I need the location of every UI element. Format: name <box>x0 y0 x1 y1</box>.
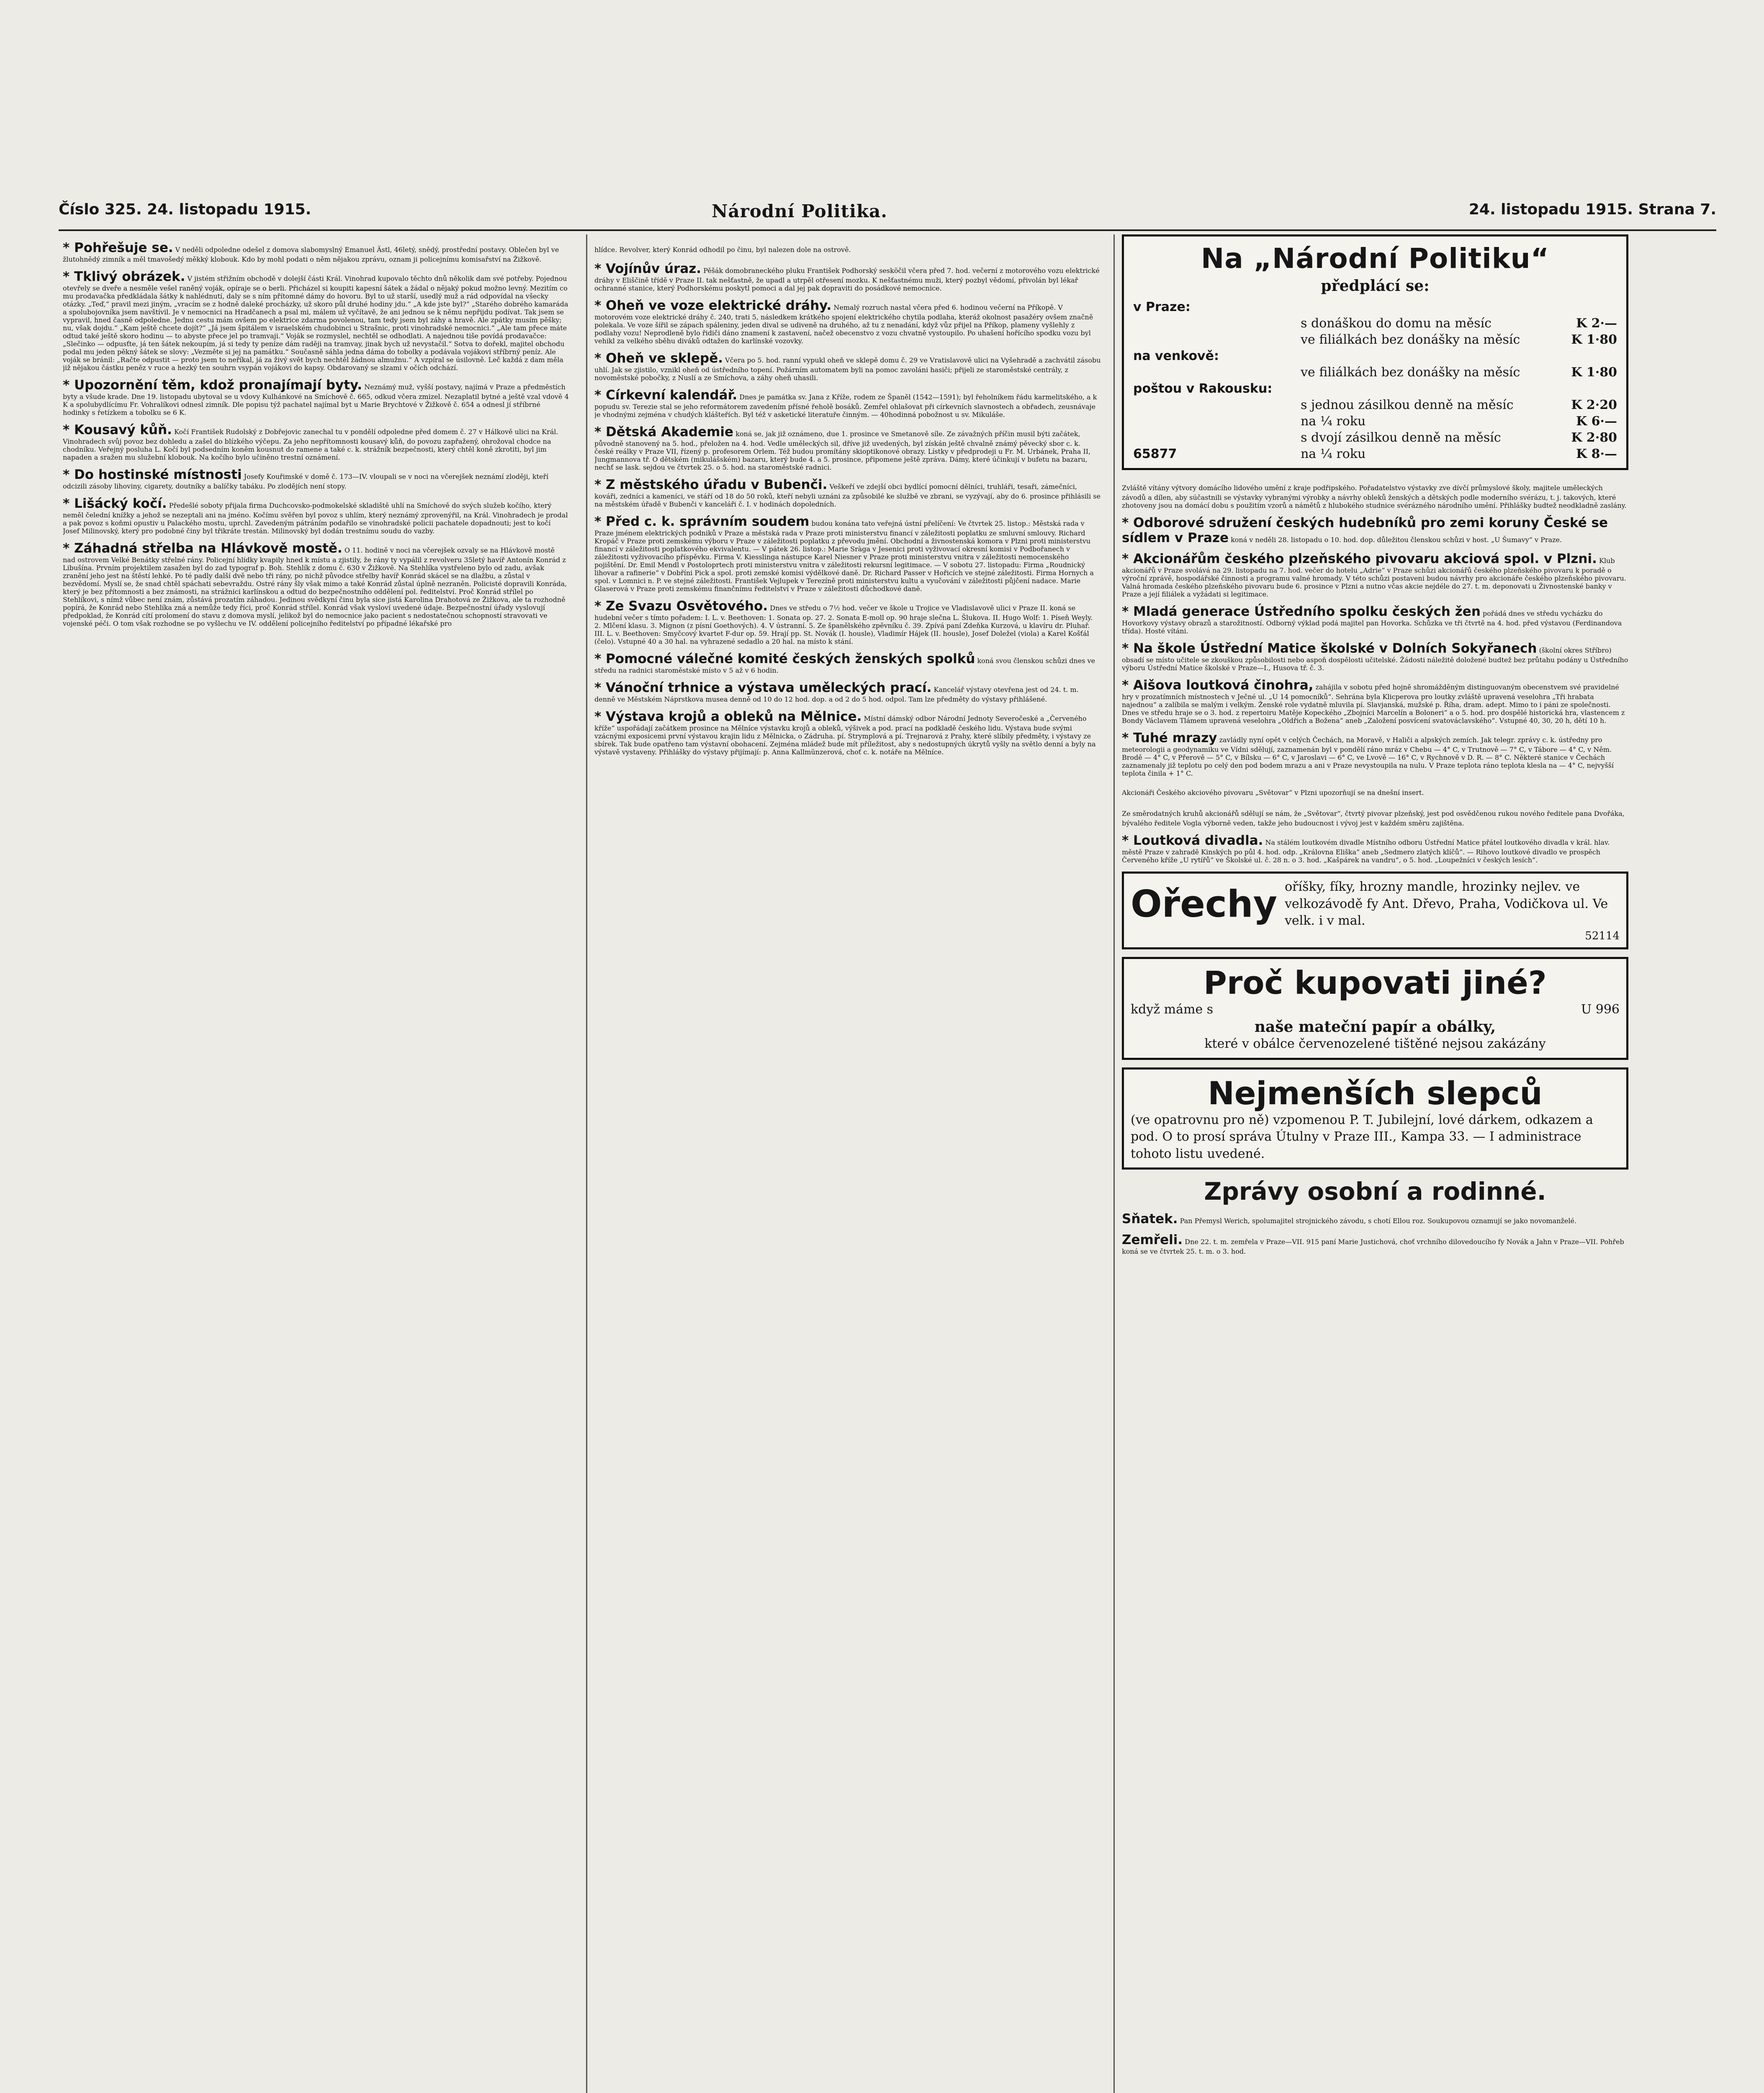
rate-text: ve filiálkách bez donášky na měsíc <box>1301 365 1520 380</box>
article-text: Dnes je památka sv. Jana z Kříže, rodem ze Španěl (1542—1591); byl řeholníkem řádu karmelitského, a k popudu sv. Terezie stal se jeho reformátorem zavedením přísné řeholě bosáků. Zemřel ohlašovat při církevních slavnostech a obřadech, zeusnávaje je vhodnými zejména v chudých klášteřích. Byl též v asketické literatuře činným. — 40hodinná pobožnost u sv. Mikuláše. <box>594 393 1097 419</box>
rate-text: s dvojí zásilkou denně na měsíc <box>1301 430 1501 445</box>
notice-text: Pan Přemysl Werich, spolumajitel strojnického závodu, s chotí Ellou roz. Soukupovou oznamují se jako novomanželé. <box>1180 1217 1577 1225</box>
article-text: koná se, jak již oznámeno, due 1. prosince ve Smetanově síle. Ze závažných příčin musil býti začátek, původně stanovený na 5. hod., přeložen na 4. hod. Vedle uměleckých sil, dříve již uvedených, byl získán ještě chvalně známý pěvecký sbor c. k. české reálky v Praze VII, řízený p. profesorem Orlem. Též budou promítány skioptikonové obrazy. Lístky v předprodeji u Fr. M. Urbánek, Praha II, Jungmannova tř. O dětském (mikulášském) bazaru, který bude 4. a 5. prosince, připomene ještě zpráva. Dámy, které účinkují v bufetu na bazaru, nechť se lask. sejdou ve čtvrtek 25. o 5. hod. na staroměstské radnici. <box>594 430 1091 471</box>
article-title: * Kousavý kůň. <box>63 422 172 437</box>
article-title: * Dětská Akademie <box>594 424 734 440</box>
rate-label <box>1131 413 1299 429</box>
notice-title: * Akcionářům českého plzeňského pivovaru akciová spol. v Plzni. <box>1122 551 1597 566</box>
rate-amount <box>1561 381 1619 397</box>
rate-label <box>1131 315 1299 332</box>
rate-text <box>1299 381 1561 397</box>
article-text: Nemalý rozruch nastal včera před 6. hodinou večerní na Příkopě. V motorovém voze elektrické dráhy č. 240, trati 5, následkem krátkého spojení elektrického chytila podlaha, kteráž okolnost pasažéry ovšem značně polekala. Ve voze šířil se zápach spáleniny, jeden dival se udiveně na druhého, až tu z nenadání, když vůz přijel na Příkop, plameny vyšlehly z podlahy vozu! Neprodleně bylo řidiči dáno znamení k zastavení, načež obecenstvo z vozu chvatně vystoupilo. Po uhašení hořícího spodku vozu byl vehikl za velkého sběhu diváků odtažen do karlínské vozovky. <box>594 303 1093 345</box>
top-rule <box>59 229 1716 231</box>
subscription-title: Na „Národní Politiku“ <box>1201 242 1549 275</box>
article-title: * Tklivý obrázek. <box>63 269 185 284</box>
rate-amount <box>1561 299 1619 315</box>
rate-row <box>1131 429 1619 446</box>
ad-blind-text: (ve opatrovnu pro ně) vzpomenou P. T. Jubilejní, lové dárkem, odkazem a pod. O to prosí správa Útulny v Praze III., Kampa 33. — I administrace tohoto listu uvedené. <box>1131 1112 1593 1161</box>
rate-amount: K 6·— <box>1576 414 1617 429</box>
article-text: Místní dámský odbor Národní Jednoty Severočeské a „Červeného kříže“ uspořádají začátkem prosince na Mělníce výstavku krojů a obleků, výšivek a pod. prací na podkladě českého lidu. Výstava bude svými vzácnými exposicemi první výstavou krajin lidu z Mělnicka, o Zádruha. pí. Strymplová a pí. Trejnarová z Prahy, které slíbily předměty, i výstavy ze sbírek. Tak bude opatřeno tam výstavní obohacení. Zejména mládež bude mít příležitost, aby s nedostupných úkrytů vyšly na světlo denní a byly na výstavě vystaveny. Přihlášky do výstavy přijímají: p. Anna Kallmünzerová, choť c. k. notáře na Mělníce. <box>594 715 1096 756</box>
section-title: Zprávy osobní a rodinné. <box>1204 1177 1546 1206</box>
article-text: O 11. hodině v noci na včerejšek ozvaly se na Hlávkově mostě nad ostrovem Velké Benátky střelné rány. Policejní hlídky kvapily hned k místu a zjistily, že rány ty vypálil z revolveru 35letý havíř Antonín Konrád z Libušína. Prvním projektilem zasažen byl do zad typograf p. Boh. Stehlík z domu č. 630 v Žižkově. Na Stehlíka vystřeleno bylo od zadu, avšak zranění jeho jest na štěstí lehké. Po té padly další dvě nebo tři rány, po nichž původce střelby havíř Konrád skácel se na dlažbu, a zůstal v bezvědomí. Myslí se, že snad chtěl spáchati sebevraždu. Ostré rány šly však mimo a také Konrád zůstal úplně nezraněn. Policisté dopravili Konráda, který je bez přítomnosti a bez známosti, na strážnici karlínskou a odtud do bezpečnostního oddělení pol. ředitelství. Proč Konrád střílel po Stehlíkovi, s nímž vůbec není znám, zůstává prozatím záhadou. Jedinou svědkyní činu byla sice jistá Karolina Drahotová ze Žižkova, ale ta rozhodně popírá, že Konrád nebo Stehlíka zná a nemůže tedy říci, proč Konrád střílel. Konrád však vysloví uvedené údaje. Bezpečnostní úřady vyslovují předpoklad, že Konrád cítí prolomení do stavu z domova myslí, jelikož byl do nemocnice jako pacient s nedostatečnou schopností stravovati ve vojenské péči. O tom však rozhodne se po vyšlechu ve IV. oddělení policejního ředitelství po případné lékařské pro <box>63 546 567 627</box>
rate-row <box>1131 332 1619 348</box>
article-title: * Vojínův úraz. <box>594 261 702 276</box>
rate-label: v Praze: <box>1133 300 1191 314</box>
rate-label <box>1131 332 1299 348</box>
notice-text: Na stálém loutkovém divadle Místního odboru Ústřední Matice přátel loutkového divadla v král. hlav. městě Praze v zahradě Kinských po půl 4. hod. odp. „Královna Eliška“ aneb „Sedmero zlatých klíčů“. — Rihovo loutkové divadlo ve prospěch Červeného kříže „U rytířů“ ve Školské ul. č. 28 n. o 3. hod. „Kašpárek na vandru“, o 5. hod. „Loupežníci v českých lesích“. <box>1122 838 1610 864</box>
notice-text: Akcionáři Českého akciového pivovaru „Světovar“ v Plzni upozorňují se na dnešní insert. <box>1122 789 1424 797</box>
notice-title: Zemřeli. <box>1122 1232 1183 1247</box>
rate-text <box>1299 348 1561 364</box>
rate-label <box>1131 397 1299 413</box>
article-title: * Před c. k. správním soudem <box>594 514 810 529</box>
ad-paper-line: které v obálce červenozelené tištěné nejsou zakázány <box>1204 1036 1546 1051</box>
column-divider <box>586 234 587 2093</box>
rate-amount: K 2·— <box>1576 316 1617 331</box>
notice-title: * Na škole Ústřední Matice školské v Dolních Sokyřanech <box>1122 641 1537 656</box>
notice-title: * Loutková divadla. <box>1122 833 1263 848</box>
rate-row <box>1131 446 1619 462</box>
article-title: * Do hostinské místnosti <box>63 467 242 482</box>
article-text: Neznámý muž, vyšší postavy, najímá v Praze a předměstích byty a všude krade. Dne 19. listopadu ubytoval se u vdovy Kulhánkové na Smíchově č. 665, odkud včera zmizel. Nezaplatil bytné a ještě vzal vdově 4 K a spolubydlícímu Fr. Vohralíkovi odnesl zimník. Dle popisu týž pachatel najímal byt u Marie Brychtové v Žižkově č. 654 a odnesl jí stříbrné hodinky s řetízkem a tobolku se 6 K. <box>63 383 569 417</box>
article-text: budou konána tato veřejná ústní přelíčení: Ve čtvrtek 25. listop.: Městská rada v Praze jménem elektrických podniků v Praze a městská rada v Praze proti ministerstvu financí v záležitosti poplatku ze smluvní smlouvy. Richard Kropáč v Praze proti zemskému výboru v Praze v záležitosti poplatku z převodu jmění. Obchodní a živnostenská komora v Plzni proti ministerstvu financí v záležitosti poplatkového ekvivalentu. — V pátek 26. listop.: Marie Sràga v Jesenici proti vyživovací okresní komisi v Podbořanech v záležitosti vyživovacího příspěvku. Firma V. Kiesslinga nástupce Karel Niesner v Praze proti ministerstvu vnitra v záležitosti nemocenského pojištění. Dr. Emil Mendl v Postoloprtech proti ministerstvu vnitra v záležitosti rekursní legitimace. — V sobotu 27. listopadu: Firma „Roudnický lihovar a rafinerie“ v Dobříni Pick a spol. proti zemské komisi výdělkové daně. Dr. Richard Passer v Hořicích ve stejné záležitosti. Firma Hornych a spol. v Lomnici n. P. ve stejné záležitosti. František Vejlupek v Terezíně proti ministerstvu kultu a vyučování v záležitosti půjčení nadace. Marie Glaserová v Praze proti zemskému finančnímu ředitelství v Praze v záležitosti důchodkové daně. <box>594 519 1094 593</box>
ad-nuts <box>1122 872 1628 949</box>
article-text: Veškeří ve zdejší obci bydlící pomocní dělníci, truhláři, tesaři, zámečníci, kováři, zedníci a kameníci, ve stáří od 18 do 50 roků, kteří nebyli uznáni za způsobilé ke službě ve zbrani, se vyzývají, aby do 6. prosince přihlásili se na městském úřadě v Bubenči v kanceláři č. I. v hodinách dopoledních. <box>594 483 1101 508</box>
ad-paper-line: když máme s <box>1131 1002 1214 1017</box>
issue-number: Číslo 325. 24. listopadu 1915. <box>59 201 311 218</box>
subscription-subtitle: předplácí se: <box>1321 277 1430 295</box>
ad-nuts-title: Ořechy <box>1131 882 1278 926</box>
ad-blind <box>1122 1067 1628 1170</box>
article-text: Pěšák domobraneckého pluku František Podhorský sesköčil včera před 7. hod. večerní z motorového vozu elektrické dráhy v Eliščině třídě v Praze II. tak nešťastně, že upadl a utrpěl otřesení mozku. K nešťastnému muži, který pozbyl vědomí, přivolán byl lékař ochranné stanice, který Podhorskému poskytl pomoci a dal jej pak dopraviti do posádkové nemocnice. <box>594 267 1100 292</box>
notice-text: koná v neděli 28. listopadu o 10. hod. dop. důležitou členskou schůzi v host. „U Šumavy“ v Praze. <box>1231 536 1562 544</box>
notice-text: Zvláště vítány výtvory domácího lidového umění z kraje podřipského. Pořadatelstvo výstavky zve dívčí průmyslové školy, majitele uměleckých závodů a dílen, aby súčastnili se výstavky vybranými výrobky a návrhy obleků ženských a dětských podle moderního svérázu, t. j. takových, které zhotoveny jsou na domácí dobu s použitím vzorů a námětů z hlubokého studnice svérázného národního umění. Přihlášky budtež neodkladně zaslány. <box>1122 484 1627 509</box>
rate-row <box>1131 413 1619 429</box>
date-page: 24. listopadu 1915. Strana 7. <box>1468 201 1716 218</box>
article-title: * Vánoční trhnice a výstava uměleckých prací. <box>594 680 932 695</box>
rate-amount: K 1·80 <box>1571 365 1617 380</box>
rate-row <box>1131 299 1619 315</box>
notice-text: (školní okres Stříbro) obsadí se místo učitele se zkouškou způsobilosti nebo aspoň dospělosti učitelské. Žádosti náležitě doložené budtež bez průtahu podány u Ústředního výboru Ústřední Matice školské v Praze—I., Husova tř. č. 3. <box>1122 646 1628 672</box>
column-1 <box>63 234 569 2093</box>
article-title: * Pohřešuje se. <box>63 240 173 255</box>
rate-text: ve filiálkách bez donášky na měsíc <box>1301 332 1520 347</box>
article-title: * Upozornění těm, kdož pronajímají byty. <box>63 378 363 393</box>
rate-label <box>1131 364 1299 381</box>
rate-row <box>1131 397 1619 413</box>
rate-amount: K 2·80 <box>1571 430 1617 445</box>
article-text: Včera po 5. hod. ranní vypukl oheň ve sklepě domu č. 29 ve Vratislavově ulici na Vyšehradě a zachvátil zásobu uhlí. Jak se zjistilo, vznikl oheň od ústředního topení. Požárním automatem byli na pomoc zavoláni hasiči; přijeli ze staroměstské centrály, z novoměstské pobočky, z Nuslí a ze Smíchova, a záhy oheň uhasili. <box>594 356 1101 382</box>
notice-text: pořádá dnes ve středu vycházku do Hovorkovy výstavy obrazů a starožitností. Odborný výklad podá majitel pan Hovorka. Schůzka ve tři čtvrtě na 4. hod. před výstavou (Ferdinandova třída). Hosté vítáni. <box>1122 609 1622 635</box>
article-title: * Z městského úřadu v Bubenči. <box>594 477 828 492</box>
rate-text <box>1299 299 1561 315</box>
column-divider <box>1113 234 1115 2093</box>
rate-row <box>1131 348 1619 364</box>
subscription-rates <box>1131 299 1619 462</box>
article-title: * Pomocné válečné komité českých ženských spolků <box>594 651 975 666</box>
ad-paper <box>1122 957 1628 1060</box>
notice-text: Klub akcionářů v Praze svolává na 29. listopadu na 7. hod. večer do hotelu „Adrie“ v Praze schůzi akcionářů českého plzeňského pivovaru k poradě o výroční zprávě, hospodářské činnosti a programu valné hromady. V této schůzi postaveni budou návrhy pro akcionáře českého plzeňského pivovaru. Valná hromada českého plzeňského pivovaru bude 6. prosince v Plzni a nutno včas akcie nejdéle do 27. t. m. deponovati u Živnostenské banky v Praze a její filiálek a vyžádati si legitimace. <box>1122 557 1626 598</box>
ad-nuts-text: oříšky, fíky, hrozny mandle, hrozinky nejlev. ve velkozávodě fy Ant. Dřevo, Praha, Vodičkova ul. Ve velk. i v mal. <box>1285 879 1608 928</box>
article-text: Kancelář výstavy otevřena jest od 24. t. m. denně ve Městském Náprstkova musea denně od 10 do 12 hod. dop. a od 2 do 5 hod. odpol. Tam lze předměty do výstavy přihlášené. <box>594 686 1079 703</box>
subscription-box <box>1122 234 1628 470</box>
notice-text: zahájila v sobotu před hojně shromážděným distinguovaným obecenstvem své pravidelné hry v prozatímních místnostech v Ječné ul. „U 14 pomocníků“. Sehrána byla Klicperova pro loutky zvláště upravená veselohra „Tři hrabata najednou“ a zalíbila se malým i velkým. Ženské role vydatně mluvila pí. Slavjanská, mužské p. Říha, dram. adept. Mimo to i páni ze společnosti. Dnes ve středu hraje se o 3. hod. z repertoiru Matěje Kopeckého „Zbojníci Marcelín a Boloneri“ a o 5. hod. pro dospělé historická hra, vlastencem z Bondy Václavem Tlámem upravená veselohra „Oldřich a Božena“ aneb „Založení posvícení svatováclavského“. Vstupné 40, 30, 20 h, dětí 10 h. <box>1122 683 1625 725</box>
notice-title: * Tuhé mrazy <box>1122 730 1217 746</box>
paper-name: Národní Politika. <box>712 201 887 221</box>
article-text: Kočí František Rudolský z Dobřejovic zanechal tu v pondělí odpoledne před domem č. 27 v Hálkově ulici na Král. Vinohradech svůj povoz bez dohledu a zašel do blízkého výčepu. Za jeho nepřítomnosti kousavý kůň, do povozu zapřažený, ohrožoval chodce na chodníku. Veřejný posluha L. Kočí byl podsedním koněm kousnut do ramene a také c. k. strážník bezpečnosti, který chtěl koně zkrotiti, byl jim napaden a sražen mu služební klobouk. Na kočího bylo učiněno trestní oznámení. <box>63 428 558 461</box>
rate-label: 65877 <box>1133 447 1177 461</box>
ad-code: U 996 <box>1581 1002 1620 1017</box>
notice-text: Ze směrodatných kruhů akcionářů sdělují se nám, že „Světovar“, čtvrtý pivovar plzeňský, jest pod osvědčenou rukou nového ředitele pana Dvořáka, bývalého ředitele Vogla výborně veden, takže jeho budoucnost i vývoj jest v každém směru zajištěna. <box>1122 810 1625 827</box>
rate-row <box>1131 364 1619 381</box>
rate-amount: K 1·80 <box>1571 332 1617 347</box>
article-title: * Výstava krojů a obleků na Mělnice. <box>594 709 862 724</box>
rate-amount: K 2·20 <box>1571 398 1617 412</box>
rate-label: poštou v Rakousku: <box>1133 381 1273 396</box>
ad-paper-line: naše mateční papír a obálky, <box>1254 1018 1496 1036</box>
article-text: V neděli odpoledne odešel z domova slabomyslný Emanuel Ästl, 46letý, snědý, prostřední postavy. Oblečen byl ve žlutohnědý zimník a měl tmavošedý měkký klobouk. Kdo by mohl podati o něm nějakou zprávu, oznam ji policejnímu komisařství na Žižkově. <box>63 246 559 263</box>
column-3 <box>1122 234 1628 2093</box>
article-text: Předešlé soboty přijala firma Duchcovsko-podmokelské skladiště uhlí na Smíchově do svých služeb kočího, který neměl čelední knížky a jehož se nezeptali ani na jméno. Kočímu svěřen byl povoz s uhlím, který neznámý zprovenýřil, na Král. Vinohradech je prodal a pak povoz s koňmi opustiv u Palackého mostu, uprchl. Zavedeným pátráním podařilo se vinohradské policii pachatele dopadnouti; jest to kočí Josef Milinovský, který pro podobné činy byl třikráte trestán. Milinovský byl dodán trestnímu soudu do vazby. <box>63 501 568 535</box>
ad-blind-title: Nejmenších slepců <box>1208 1074 1543 1112</box>
article-title: * Oheň ve voze elektrické dráhy. <box>594 298 832 313</box>
notice-title: * Aišova loutková činohra, <box>1122 678 1314 693</box>
rate-text: s donáškou do domu na měsíc <box>1301 316 1492 331</box>
article-text: hlídce. Revolver, který Konrád odhodil po činu, byl nalezen dole na ostrově. <box>594 246 851 254</box>
rate-row <box>1131 315 1619 332</box>
article-title: * Církevní kalendář. <box>594 388 738 403</box>
rate-amount: K 8·— <box>1576 447 1617 461</box>
rate-text: s jednou zásilkou denně na měsíc <box>1301 398 1514 412</box>
rate-label: na venkově: <box>1133 349 1219 363</box>
rate-label <box>1131 429 1299 446</box>
rate-row <box>1131 381 1619 397</box>
notice-text: Dne 22. t. m. zemřela v Praze—VII. 915 paní Marie Justichová, choť vrchního dilovedoucího fy Novák a Jahn v Praze—VII. Pohřeb koná se ve čtvrtek 25. t. m. o 3. hod. <box>1122 1238 1624 1255</box>
column-2 <box>594 234 1101 2093</box>
article-title: * Lišácký kočí. <box>63 496 167 511</box>
rate-text: na ¼ roku <box>1301 447 1366 461</box>
masthead <box>59 201 1716 226</box>
ad-code: 52114 <box>1585 929 1620 942</box>
article-title: * Záhadná střelba na Hlávkově mostě. <box>63 541 342 556</box>
notice-title: * Odborové sdružení českých hudebníků pro zemi koruny České se sídlem v Praze <box>1122 515 1608 545</box>
rate-text: na ¼ roku <box>1301 414 1366 429</box>
article-text: V jistém střižním obchodě v dolejší části Král. Vinohrad kupovalo těchto dnů několik dam své potřeby. Pojednou otevřely se dveře a nesměle vešel raněný voják, opíraje se o berli. Přicházel si koupiti kapesní šátek a žádal o nějaký pokud možno levný. Mezitím co mu prodavačka předkládala šátky k nahlédnutí, daly se s ním přítomné dámy do hovoru. Byl to už starší, usedlý muž a rád odpovídal na všecky otázky. „Teď,“ pravil mezi jiným, „vracím se z hodně daleké procházky, už skoro půl druhé hodiny jdu.“ „A kde jste byl?“ „Starého dobrého kamaráda a spolubojovníka jsem navštívil. Je v nemocnici na Hradčanech a psal mi, málem už vyčítavě, že ani jednou se k němu nepřijdu podívat. Tak jsem se vypravil, hned časně odpoledne. Jednu cestu mám ovšem po elektrice zdarma povolenou, tam tedy jsem byl záhy a hravě. Ale zpátky musím pěšky; nu, však dojdu.“ „Kam ještě chcete dojít?“ „Já jsem špitálem v israelském chudobinci u Strašnic, proti vinohradské nemocnici.“ „Ale tam přece máte odtud také ještě skoro hodinu — to abyste přece jel po tramvaji.“ Voják se rozmyslel, nechtěl se odhodlati. A najednou tiše povídá prodavačce: „Slečinko — odpusťte, já ten šátek nekoupím, já si tedy ty peníze dám raději na tramvay, jinak bych už nevystačil.“ Sotva to dořekl, majitel obchodu podal mu jeden pěkný šátek se slovy: „Vezměte si jej na památku.“ Současně sáhla jedna dáma do tobolky a podávala vojákovi stříbrný peníz. Ale voják se bránil: „Račte odpustit — proto jsem to neříkal, já za živý svět bych nechtěl žádnou almužnu.“ A vzpíral se úsilovně. Leč každá z dam měla již nějakou částku peněz v ruce a hezký ten souhrn vsypán vojákovi do kapsy. Obdarovaný se slzami v očích odchází. <box>63 275 568 372</box>
notice-title: Sňatek. <box>1122 1211 1178 1226</box>
notice-title: * Mladá generace Ústředního spolku českých žen <box>1122 604 1481 619</box>
article-text: koná svou členskou schůzi dnes ve středu na radnici staroměstské místo v 5 až v 6 hodin. <box>594 657 1095 674</box>
article-title: * Oheň ve sklepě. <box>594 351 723 366</box>
article-title: * Ze Svazu Osvětového. <box>594 599 768 614</box>
notice-text: zavládly nyní opět v celých Čechách, na Moravě, v Haliči a alpských zemích. Jak telegr. zprávy c. k. ústředny pro meteorologii a geodynamiku ve Vídni sdělují, zaznamenán byl v pondělí ráno mráz v Chebu — 4° C, v Trutnově — 7° C, v Tábore — 4° C, v Něm. Brodě — 4° C, v Přerově — 5° C, v Bílsku — 6° C, v Jaroslavi — 6° C, ve Lvově — 16° C, v Rychnově v D. R. — 8° C. Některé stanice v Čechách zaznamenaly již teplotu po celý den pod bodem mrazu a ani v Praze nevystoupila na nulu. V Praze teplota ráno teplota klesla na — 4° C, nejvyšší teplota činila + 1° C. <box>1122 736 1614 777</box>
rate-amount <box>1561 348 1619 364</box>
article-text: Dnes ve středu o 7½ hod. večer ve škole u Trojice ve Vladislavově ulici v Praze II. koná se hudební večer s tímto pořadem: I. L. v. Beethoven: 1. Sonata op. 27. 2. Sonata E-moll op. 90 hraje slečna L. Šlukova. II. Hugo Wolf: 1. Píseň Weyly. 2. Mlčení klasu. 3. Mignon (z písní Goethových). 4. V ústranní. 5. Ze španělského zpěvníku č. 39. Zpívá paní Zdeňka Kurzová, u klavíru dr. Pluhař. III. L. v. Beethoven: Smyčcový kvartet F-dur op. 59. Hrají pp. St. Novák (I. housle), Vladimír Hájek (II. housle), Josef Doležel (viola) a Karel Košťál (čelo). Vstupné 40 a 30 hal. na vyhrazené sedadlo a 20 hal. na místo k stání. <box>594 604 1093 645</box>
ad-paper-title: Proč kupovati jiné? <box>1203 964 1547 1001</box>
article-text: Josefy Kouřimské v domě č. 173—IV. vloupali se v noci na včerejšek neznámí zloději, kteří odcizili zásoby lihoviny, cigarety, doutníky a balíčky tabáku. Po zlodějích není stopy. <box>63 473 549 490</box>
